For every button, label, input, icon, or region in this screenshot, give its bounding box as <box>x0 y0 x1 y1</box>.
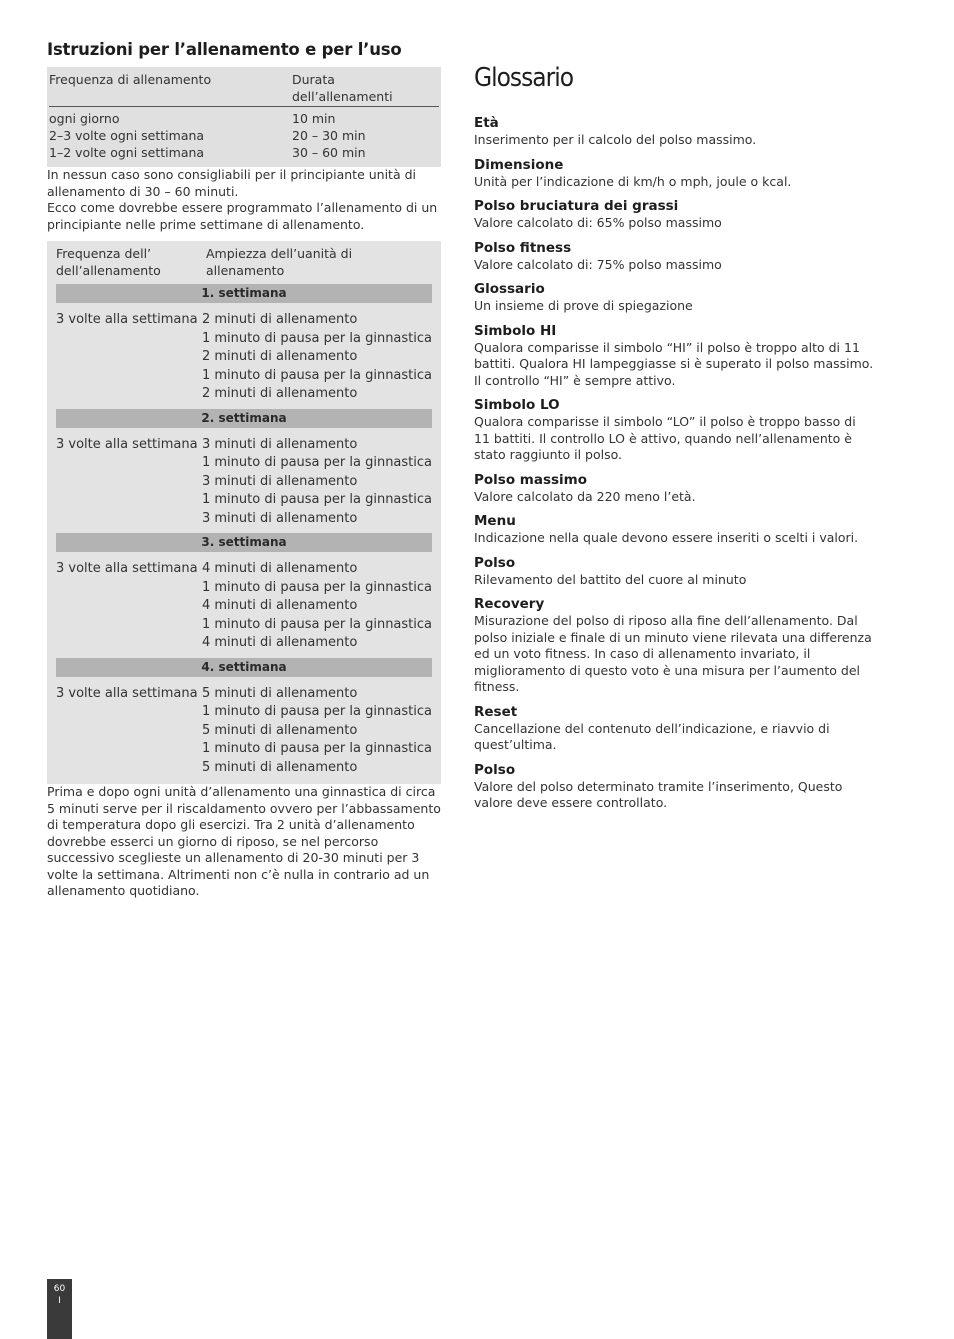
week-frequency: 3 volte alla settimana <box>56 685 198 701</box>
activity-line: 2 minuti di allenamento <box>201 312 358 327</box>
table-header-cell: Durata dell’allenamenti <box>292 72 393 104</box>
page-number-tab <box>47 1279 72 1339</box>
table-cell: ogni giorno <box>49 111 120 126</box>
activity-line: 5 minuti di allenamento <box>201 685 358 701</box>
glossary-term: Età <box>474 115 499 131</box>
glossary-entry <box>474 281 874 315</box>
glossary-definition: Rilevamento del battito del cuore al minuto <box>474 571 747 587</box>
table-row <box>49 144 439 161</box>
week-frequency: 3 volte alla settimana <box>56 436 198 452</box>
paragraph-beginner-warning: In nessun caso sono consigliabili per il principiante unità di allenamento di 30 – 60 minuti. <box>47 167 416 199</box>
activity-line: 2 minuti di allenamento <box>201 386 358 401</box>
glossary-term: Recovery <box>474 596 545 612</box>
activity-line: 3 minuti di allenamento <box>201 510 358 526</box>
glossary-definition: Unità per l’indicazione di km/h o mph, joule o kcal. <box>474 173 792 189</box>
table-row <box>49 110 439 127</box>
glossary-definition: Valore del polso determinato tramite l’inserimento, Questo valore deve essere controllato. <box>474 778 843 810</box>
glossary-definition: Indicazione nella quale devono essere inseriti o scelti i valori. <box>474 530 859 545</box>
activity-line: 5 minuti di allenamento <box>201 759 358 775</box>
glossary-definition: Inserimento per il calcolo del polso massimo. <box>474 132 757 147</box>
page-number: 60 <box>53 1284 66 1294</box>
activity-line: 2 minuti di allenamento <box>201 349 358 364</box>
language-code: I <box>58 1296 61 1306</box>
table-cell: 2–3 volte ogni settimana <box>49 128 205 143</box>
right-column <box>474 62 874 820</box>
table-header-cell: Ampiezza dell’uanità di allenamento <box>206 246 353 278</box>
activity-line: 1 minuto di pausa per la ginnastica <box>201 367 432 383</box>
glossary-term: Dimensione <box>474 156 564 173</box>
glossary-definition: Misurazione del polso di riposo alla fine dell’allenamento. Dal polso iniziale e finale di un minuto viene rilevata una differenza ed un voto fitness. In caso di allenamento invariato, il miglioramento di questo voto è una misura per l’aumento del fitness. <box>474 613 872 694</box>
week-label: 1. settimana <box>56 284 432 303</box>
glossary-entry <box>474 157 874 191</box>
week-frequency: 3 volte alla settimana <box>56 561 198 576</box>
week-label: 3. settimana <box>56 533 432 552</box>
activity-line: 1 minuto di pausa per la ginnastica <box>201 616 432 632</box>
activity-line: 3 minuti di allenamento <box>201 436 358 452</box>
glossary-definition: Valore calcolato di: 65% polso massimo <box>474 215 722 230</box>
glossary-definition: Cancellazione del contenuto dell’indicazione, e riavvio di quest’ultima. <box>474 720 830 752</box>
glossary-list <box>474 115 874 812</box>
week-label: 4. settimana <box>56 658 432 677</box>
glossary-term: Polso <box>474 761 516 778</box>
table-header-cell: Frequenza di allenamento <box>49 72 212 87</box>
glossary-term: Glossario <box>474 281 545 297</box>
glossary-entry <box>474 115 874 149</box>
glossary-entry <box>474 555 874 589</box>
week-activities <box>202 560 432 653</box>
table-header-row <box>47 245 441 279</box>
week-row <box>47 436 441 529</box>
glossary-entry <box>474 596 874 696</box>
frequency-duration-table <box>47 67 441 167</box>
activity-line: 1 minuto di pausa per la ginnastica <box>201 492 432 507</box>
glossary-term: Menu <box>474 513 516 529</box>
glossary-entry <box>474 513 874 547</box>
table-header-row <box>49 71 439 107</box>
glossary-entry <box>474 198 874 232</box>
activity-line: 3 minuti di allenamento <box>201 473 358 489</box>
glossary-term: Reset <box>474 703 518 720</box>
activity-line: 4 minuti di allenamento <box>201 635 358 650</box>
glossary-definition: Valore calcolato di: 75% polso massimo <box>474 256 722 272</box>
table-cell: 1–2 volte ogni settimana <box>49 145 205 160</box>
table-row <box>49 127 439 144</box>
week-frequency: 3 volte alla settimana <box>56 312 198 327</box>
glossary-term: Polso bruciatura dei grassi <box>474 198 679 214</box>
week-label: 2. settimana <box>56 409 432 428</box>
activity-line: 1 minuto di pausa per la ginnastica <box>201 579 432 595</box>
week-activities <box>202 436 432 529</box>
glossary-entry <box>474 397 874 464</box>
activity-line: 5 minuti di allenamento <box>201 722 358 738</box>
activity-line: 1 minuto di pausa per la ginnastica <box>201 741 432 756</box>
activity-line: 4 minuti di allenamento <box>201 598 358 613</box>
left-column <box>47 40 441 900</box>
glossary-term: Polso massimo <box>474 471 588 488</box>
activity-line: 1 minuto di pausa per la ginnastica <box>201 455 432 470</box>
week-row <box>47 560 441 653</box>
activity-line: 1 minuto di pausa per la ginnastica <box>201 330 432 346</box>
activity-line: 4 minuti di allenamento <box>201 561 358 576</box>
glossary-entry <box>474 472 874 506</box>
table-header-cell: Frequenza dell’ dell’allenamento <box>56 246 161 278</box>
glossary-definition: Qualora comparisse il simbolo “HI” il polso è troppo alto di 11 battiti. Qualora HI lampeggiasse si è superato il polso massimo. Il controllo “HI” è sempre attivo. <box>474 339 874 388</box>
table-cell: 20 – 30 min <box>292 128 366 143</box>
weekly-plan-table <box>47 241 441 784</box>
glossary-entry <box>474 240 874 274</box>
table-cell: 10 min <box>292 111 336 126</box>
glossary-term: Polso fitness <box>474 239 572 256</box>
glossary-term: Simbolo HI <box>474 322 557 339</box>
glossary-term: Simbolo LO <box>474 397 560 413</box>
glossary-definition: Valore calcolato da 220 meno l’età. <box>474 488 696 504</box>
section-title: Istruzioni per l’allenamento e per l’uso <box>47 40 402 59</box>
activity-line: 1 minuto di pausa per la ginnastica <box>201 704 432 719</box>
glossary-entry <box>474 704 874 754</box>
glossary-term: Polso <box>474 554 516 571</box>
table-cell: 30 – 60 min <box>292 145 366 160</box>
glossary-entry <box>474 323 874 390</box>
glossary-definition: Un insieme di prove di spiegazione <box>474 298 693 313</box>
week-row <box>47 685 441 778</box>
paragraph-warmup: Prima e dopo ogni unità d’allenamento una ginnastica di circa 5 minuti serve per il riscaldamento ovvero per l’abbassamento di temperatura dopo gli esercizi. Tra 2 unità d’allenamento dovrebbe esserci un giorno di riposo, se nel percorso successivo sceglieste un allenamento di 20-30 minuti per 3 volte la settimana. Altrimenti non c’è nulla in contrario ad un allenamento quotidiano. <box>47 784 441 898</box>
week-row <box>47 311 441 404</box>
glossary-entry <box>474 762 874 812</box>
glossary-title: Glossario <box>474 63 574 93</box>
week-activities <box>202 685 432 778</box>
glossary-definition: Qualora comparisse il simbolo “LO” il polso è troppo basso di 11 battiti. Il controllo LO è attivo, quando nell’allenamento è stato raggiunto il polso. <box>474 414 856 462</box>
week-activities <box>202 311 432 404</box>
paragraph-beginner-plan: Ecco come dovrebbe essere programmato l’allenamento di un principiante nelle prime settimane di allenamento. <box>47 200 438 232</box>
